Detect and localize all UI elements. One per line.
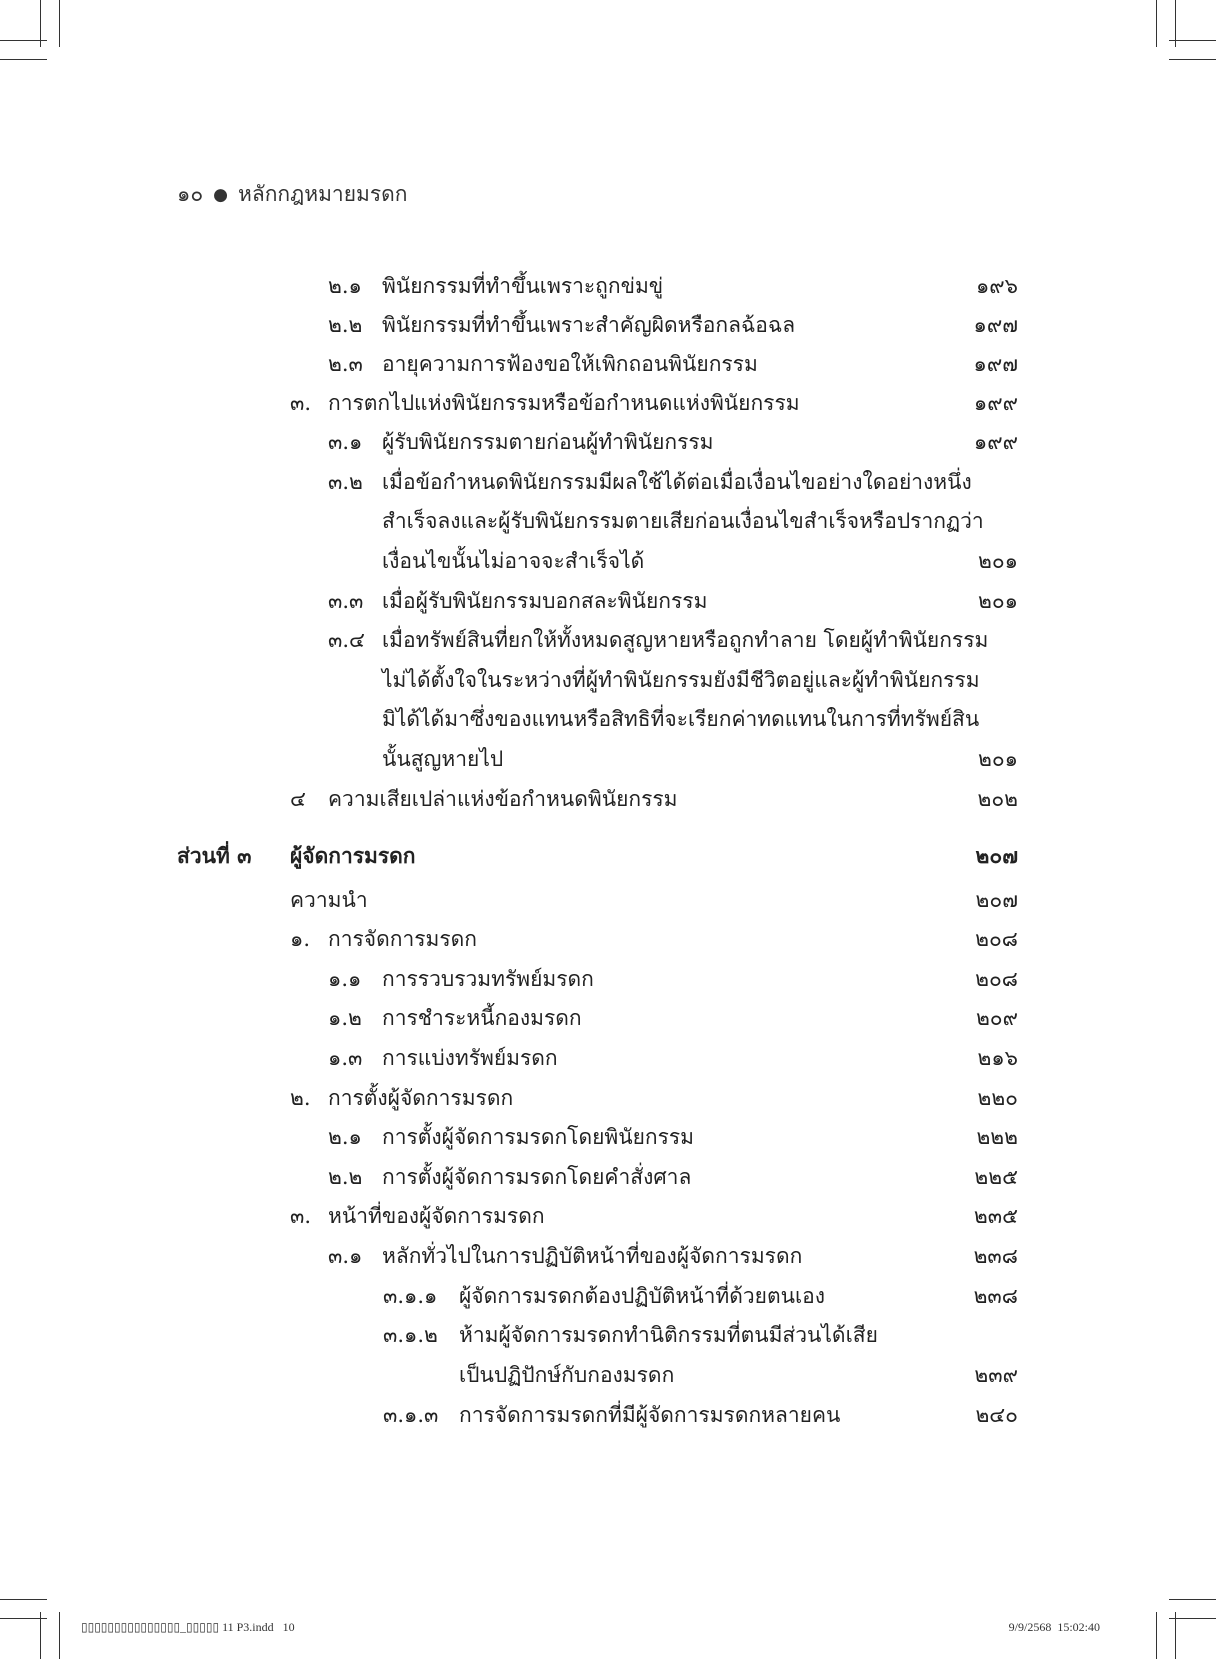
crop-mark — [1175, 1612, 1176, 1659]
toc-entry-text: หลักทั่วไปในการปฏิบัติหน้าที่ของผู้จัดการมรดก — [382, 1244, 803, 1268]
toc-entry-page: ๒๑๖ — [977, 1046, 1018, 1070]
print-slug-file — [81, 1620, 295, 1635]
toc-entry-page: ๒๐๙ — [975, 1006, 1018, 1030]
crop-mark — [1169, 40, 1216, 41]
toc-entry-text: การจัดการมรดกที่มีผู้จัดการมรดกหลายคน — [459, 1403, 841, 1427]
toc-entry-text: การแบ่งทรัพย์มรดก — [382, 1046, 558, 1070]
toc-entry-page: ๒๐๘ — [975, 967, 1018, 991]
crop-mark — [59, 1612, 60, 1659]
toc-entry-text: การตกไปแห่งพินัยกรรมหรือข้อกำหนดแห่งพินัยกรรม — [328, 391, 800, 415]
toc-entry-number: ๒.๒ — [328, 1165, 363, 1189]
toc-entry-page: ๑๙๙ — [973, 391, 1018, 415]
toc-entry-text: การตั้งผู้จัดการมรดก — [328, 1086, 514, 1110]
toc-entry-page: ๑๙๗ — [973, 352, 1018, 376]
toc-entry-page: ๒๐๒ — [977, 787, 1018, 811]
toc-entry-page: ๒๐๑ — [978, 549, 1018, 573]
toc-entry-number: ๓.๒ — [328, 470, 363, 494]
file-page: 10 — [282, 1620, 295, 1634]
toc-entry-page: ๒๔๐ — [975, 1403, 1018, 1427]
toc-entry-text: การชำระหนี้กองมรดก — [382, 1006, 582, 1030]
toc-entry-number: ๔ — [290, 787, 306, 811]
toc-entry-page: ๒๓๙ — [974, 1363, 1018, 1387]
crop-mark — [0, 59, 47, 60]
crop-mark — [0, 40, 47, 41]
toc-entry-number: ๒.๒ — [328, 313, 363, 337]
toc-entry-text: นั้นสูญหายไป — [382, 747, 504, 771]
print-slug-timestamp: 9/9/2568 15:02:40 — [1008, 1620, 1100, 1634]
toc-entry-page: ๑๙๖ — [975, 274, 1018, 298]
crop-mark — [1156, 1612, 1157, 1659]
toc-entry-text: การตั้งผู้จัดการมรดกโดยคำสั่งศาล — [382, 1165, 692, 1189]
book-title: หลักกฎหมายมรดก — [238, 182, 408, 206]
toc-entry-text: ความนำ — [290, 888, 368, 912]
toc-entry-text: ไม่ได้ตั้งใจในระหว่างที่ผู้ทำพินัยกรรมยังมีชีวิตอยู่และผู้ทำพินัยกรรม — [382, 668, 980, 692]
toc-entry-text: เมื่อทรัพย์สินที่ยกให้ทั้งหมดสูญหายหรือถูกทำลาย โดยผู้ทำพินัยกรรม — [382, 628, 989, 652]
toc-entry-number: ๓. — [290, 391, 312, 415]
toc-entry-page: ๒๐๑ — [978, 747, 1018, 771]
toc-entry-page: ๒๒๐ — [977, 1086, 1018, 1110]
toc-entry-page: ๑๙๙ — [973, 430, 1018, 454]
toc-entry-number: ๑.๑ — [328, 967, 362, 991]
crop-mark — [1156, 0, 1157, 47]
toc-entry-text: การตั้งผู้จัดการมรดกโดยพินัยกรรม — [382, 1125, 695, 1149]
toc-entry-page: ๑๙๗ — [973, 313, 1018, 337]
toc-entry-number: ๓.๔ — [328, 628, 365, 652]
toc-entry-number: ๑.๒ — [328, 1006, 362, 1030]
crop-mark — [1169, 59, 1216, 60]
toc-entry-number: ๓.๑.๒ — [383, 1323, 438, 1347]
toc-entry-text: ความเสียเปล่าแห่งข้อกำหนดพินัยกรรม — [328, 787, 678, 811]
crop-mark — [1169, 1618, 1216, 1619]
toc-entry-text: หน้าที่ของผู้จัดการมรดก — [328, 1204, 545, 1228]
toc-entry-number: ๓.๑ — [328, 430, 363, 454]
toc-entry-number: ๓. — [290, 1204, 312, 1228]
toc-entry-text: สำเร็จลงและผู้รับพินัยกรรมตายเสียก่อนเงื่อนไขสำเร็จหรือปรากฏว่า — [382, 509, 984, 533]
toc-entry-page: ๒๐๘ — [975, 927, 1018, 951]
crop-mark — [40, 1612, 41, 1659]
toc-entry-page: ๒๐๗ — [975, 888, 1018, 912]
toc-entry-number: ๓.๓ — [328, 589, 364, 613]
toc-entry-number: ๒.๓ — [328, 352, 363, 376]
toc-entry-page: ๒๓๘ — [973, 1284, 1018, 1308]
toc-entry-text: เมื่อข้อกำหนดพินัยกรรมมีผลใช้ได้ต่อเมื่อเงื่อนไขอย่างใดอย่างหนึ่ง — [382, 470, 972, 494]
crop-mark — [0, 1618, 47, 1619]
file-name: ▯▯▯▯▯▯▯▯▯▯▯▯▯▯▯_▯▯▯▯▯ 11 P3.indd — [81, 1620, 274, 1634]
toc-entry-page: ๒๒๕ — [974, 1165, 1018, 1189]
toc-entry-text: ผู้รับพินัยกรรมตายก่อนผู้ทำพินัยกรรม — [382, 430, 714, 454]
toc-entry-text: ผู้จัดการมรดกต้องปฏิบัติหน้าที่ด้วยตนเอง — [459, 1284, 826, 1308]
toc-entry-text: การจัดการมรดก — [328, 927, 477, 951]
toc-entry-text: พินัยกรรมที่ทำขึ้นเพราะถูกข่มขู่ — [382, 274, 664, 298]
crop-mark — [1169, 1599, 1216, 1600]
toc-entry-text: อายุความการฟ้องขอให้เพิกถอนพินัยกรรม — [382, 352, 758, 376]
toc-entry-text: ห้ามผู้จัดการมรดกทำนิติกรรมที่ตนมีส่วนได้เสีย — [459, 1323, 878, 1347]
toc-entry-number: ๓.๑ — [328, 1244, 363, 1268]
toc-entry-page: ๒๓๘ — [973, 1244, 1018, 1268]
toc-entry-text: เป็นปฏิปักษ์กับกองมรดก — [459, 1363, 675, 1387]
part-title: ผู้จัดการมรดก — [290, 843, 416, 868]
toc-entry-text: เงื่อนไขนั้นไม่อาจจะสำเร็จได้ — [382, 549, 645, 573]
toc-entry-page: ๒๓๕ — [973, 1204, 1018, 1228]
crop-mark — [59, 0, 60, 47]
toc-entry-text: เมื่อผู้รับพินัยกรรมบอกสละพินัยกรรม — [382, 589, 708, 613]
toc-entry-number: ๒.๑ — [328, 274, 362, 298]
running-header — [177, 178, 408, 211]
toc-entry-number: ๑. — [290, 927, 311, 951]
toc-entry-number: ๒. — [290, 1086, 311, 1110]
toc-entry-text: การรวบรวมทรัพย์มรดก — [382, 967, 594, 991]
toc-entry-number: ๓.๑.๓ — [383, 1403, 439, 1427]
bullet-icon: ● — [213, 184, 228, 205]
part-number: ส่วนที่ ๓ — [177, 843, 252, 868]
toc-entry-number: ๓.๑.๑ — [383, 1284, 438, 1308]
toc-entry-number: ๒.๑ — [328, 1125, 362, 1149]
toc-entry-page: ๒๐๗ — [975, 843, 1018, 868]
page-number: ๑๐ — [177, 182, 204, 206]
toc-entry-page: ๒๐๑ — [978, 589, 1018, 613]
toc-entry-text: พินัยกรรมที่ทำขึ้นเพราะสำคัญผิดหรือกลฉ้อฉล — [382, 313, 796, 337]
crop-mark — [0, 1599, 47, 1600]
toc-entry-number: ๑.๓ — [328, 1046, 363, 1070]
toc-entry-page: ๒๒๒ — [976, 1125, 1018, 1149]
toc-entry-text: มิได้ได้มาซึ่งของแทนหรือสิทธิที่จะเรียกค่าทดแทนในการที่ทรัพย์สิน — [382, 707, 980, 731]
